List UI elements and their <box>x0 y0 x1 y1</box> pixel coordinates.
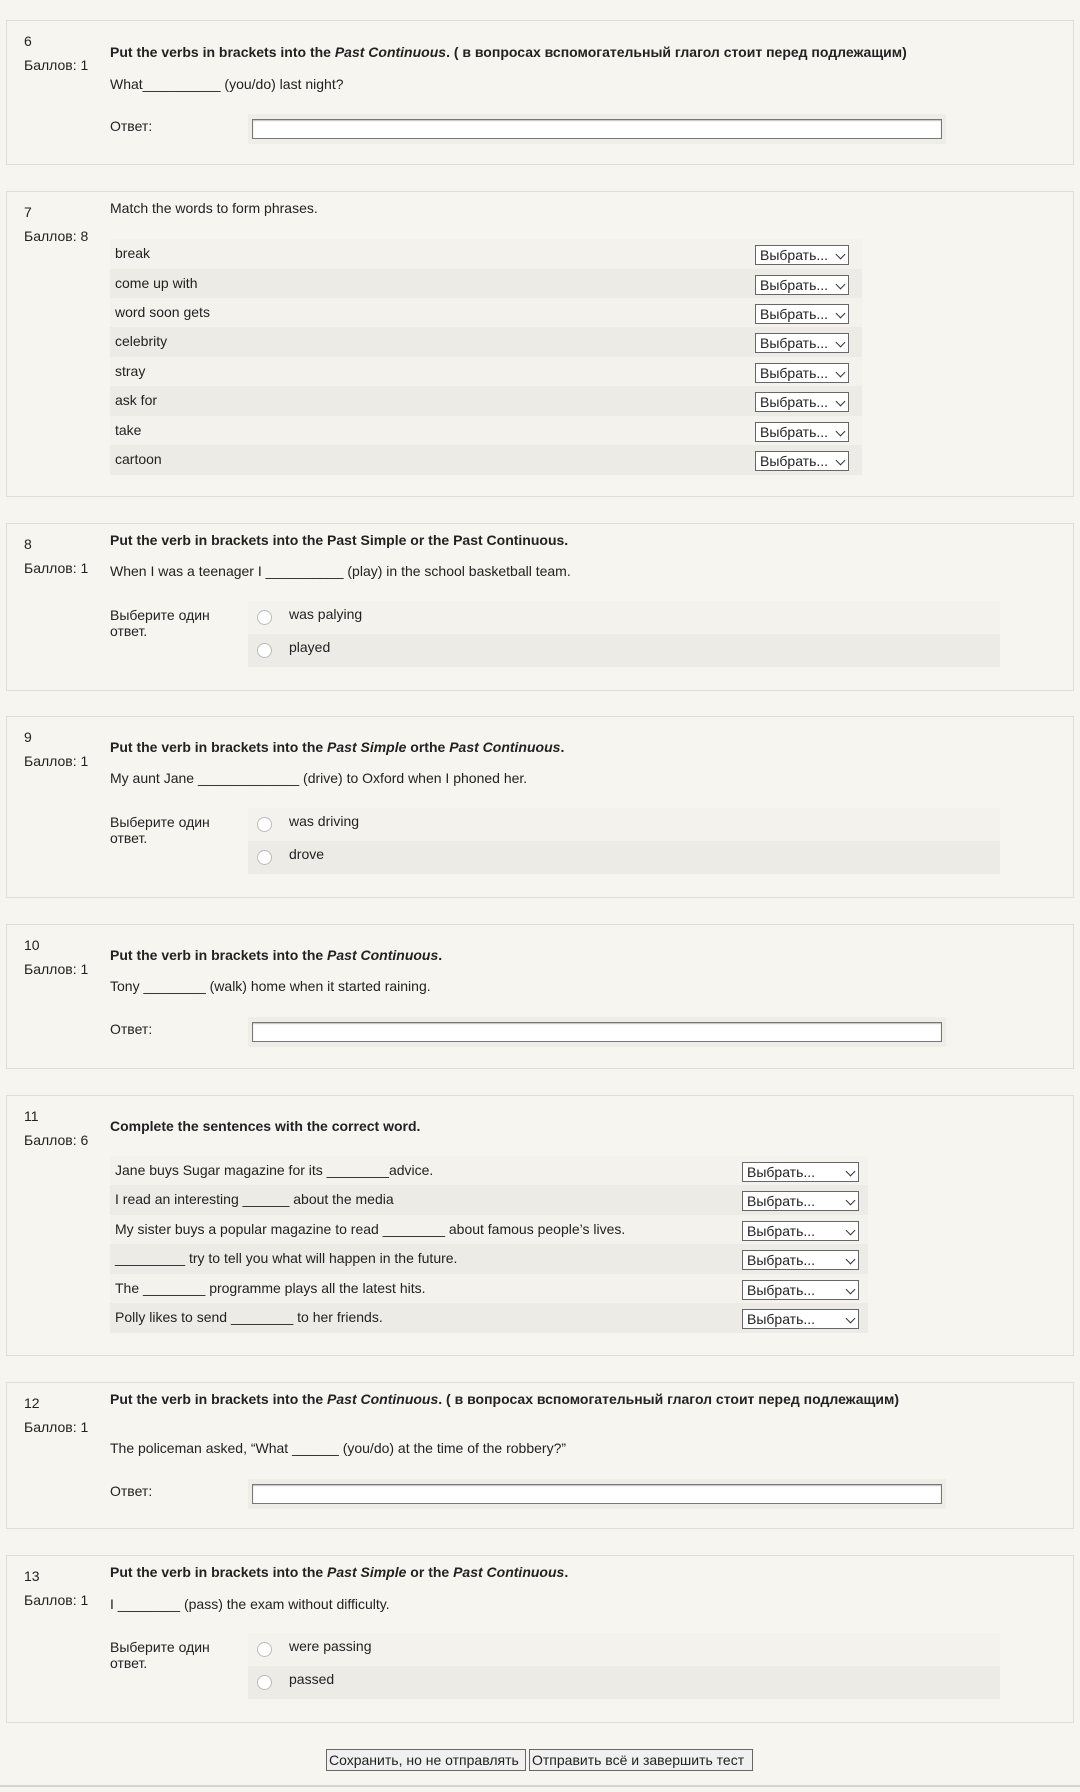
match-row <box>110 1185 868 1215</box>
match-label: take <box>115 422 142 438</box>
question-grade: Баллов: 8 <box>24 228 89 244</box>
radio-button[interactable] <box>257 1675 272 1690</box>
match-label: stray <box>115 363 146 379</box>
footer-divider <box>0 1785 1080 1787</box>
question-grade: Баллов: 6 <box>24 1132 89 1148</box>
question-title: Match the words to form phrases. <box>110 200 318 216</box>
match-select[interactable]: Выбрать... <box>742 1309 859 1329</box>
match-label: I read an interesting ______ about the media <box>115 1191 394 1207</box>
question-6 <box>6 20 1074 165</box>
match-row <box>110 1215 868 1245</box>
question-number: 9 <box>24 729 32 745</box>
question-title: Put the verb in brackets into the Past Continuous. ( в вопросах вспомогательный глагол стоит перед подлежащим) <box>110 1391 899 1407</box>
chevron-down-icon <box>846 1285 856 1295</box>
match-row <box>110 1274 868 1304</box>
answer-input[interactable] <box>252 119 942 139</box>
chevron-down-icon <box>836 280 846 290</box>
match-row <box>110 269 862 299</box>
match-row <box>110 298 862 328</box>
chevron-down-icon <box>836 309 846 319</box>
question-number: 11 <box>24 1108 39 1124</box>
match-row <box>110 327 862 357</box>
question-text: The policeman asked, “What ______ (you/do) at the time of the robbery?” <box>110 1440 567 1456</box>
match-select[interactable]: Выбрать... <box>755 451 849 471</box>
chevron-down-icon <box>836 250 846 260</box>
question-number: 7 <box>24 204 32 220</box>
option-row[interactable] <box>248 634 1000 667</box>
chevron-down-icon <box>846 1167 856 1177</box>
match-select[interactable]: Выбрать... <box>742 1162 859 1182</box>
question-9 <box>6 716 1074 898</box>
match-label: word soon gets <box>115 304 210 320</box>
match-select[interactable]: Выбрать... <box>755 245 849 265</box>
option-row[interactable] <box>248 601 1000 634</box>
option-row[interactable] <box>248 1666 1000 1699</box>
match-label: _________ try to tell you what will happen in the future. <box>115 1250 458 1266</box>
question-grade: Баллов: 1 <box>24 753 89 769</box>
question-number: 10 <box>24 937 40 953</box>
option-label: were passing <box>289 1638 372 1654</box>
question-number: 6 <box>24 33 32 49</box>
question-12 <box>6 1382 1074 1529</box>
choice-prompt: Выберите один ответ. <box>110 607 210 639</box>
choice-prompt: Выберите один ответ. <box>110 1639 210 1671</box>
chevron-down-icon <box>846 1314 856 1324</box>
match-label: ask for <box>115 392 158 408</box>
question-title: Put the verb in brackets into the Past Continuous. <box>110 947 443 963</box>
match-select[interactable]: Выбрать... <box>742 1191 859 1211</box>
match-select[interactable]: Выбрать... <box>742 1250 859 1270</box>
question-10 <box>6 924 1074 1069</box>
option-label: was palying <box>289 606 363 622</box>
question-title: Put the verb in brackets into the Past Simple or the Past Continuous. <box>110 532 569 548</box>
question-text: When I was a teenager I __________ (play) in the school basketball team. <box>110 563 571 579</box>
choice-prompt: Выберите один ответ. <box>110 814 210 846</box>
option-label: was driving <box>289 813 360 829</box>
answer-input[interactable] <box>252 1484 942 1504</box>
option-row[interactable] <box>248 841 1000 874</box>
submit-button[interactable]: Отправить всё и завершить тест <box>529 1749 753 1771</box>
match-label: cartoon <box>115 451 162 467</box>
question-grade: Баллов: 1 <box>24 560 89 576</box>
answer-label: Ответ: <box>110 1021 153 1037</box>
radio-button[interactable] <box>257 850 272 865</box>
option-label: played <box>289 639 331 655</box>
match-select[interactable]: Выбрать... <box>755 392 849 412</box>
match-select[interactable]: Выбрать... <box>755 422 849 442</box>
match-row <box>110 416 862 446</box>
match-row <box>110 1244 868 1274</box>
question-title: Put the verbs in brackets into the Past Continuous. ( в вопросах вспомогательный глагол стоит перед подлежащим) <box>110 44 907 60</box>
question-7 <box>6 191 1074 497</box>
radio-button[interactable] <box>257 610 272 625</box>
question-text: My aunt Jane _____________ (drive) to Oxford when I phoned her. <box>110 770 528 786</box>
match-label: celebrity <box>115 333 168 349</box>
option-row[interactable] <box>248 1633 1000 1666</box>
question-text: What__________ (you/do) last night? <box>110 76 344 92</box>
question-grade: Баллов: 1 <box>24 57 89 73</box>
radio-button[interactable] <box>257 817 272 832</box>
chevron-down-icon <box>846 1226 856 1236</box>
match-label: My sister buys a popular magazine to read ________ about famous people’s lives. <box>115 1221 626 1237</box>
chevron-down-icon <box>836 427 846 437</box>
question-grade: Баллов: 1 <box>24 1419 89 1435</box>
match-row <box>110 445 862 475</box>
match-label: Jane buys Sugar magazine for its ________advice. <box>115 1162 434 1178</box>
chevron-down-icon <box>846 1255 856 1265</box>
question-8 <box>6 523 1074 691</box>
match-label: The ________ programme plays all the latest hits. <box>115 1280 426 1296</box>
answer-label: Ответ: <box>110 118 153 134</box>
question-text: I ________ (pass) the exam without difficulty. <box>110 1596 390 1612</box>
match-select[interactable]: Выбрать... <box>755 363 849 383</box>
match-row <box>110 1156 868 1186</box>
match-select[interactable]: Выбрать... <box>742 1280 859 1300</box>
match-label: break <box>115 245 151 261</box>
match-row <box>110 386 862 416</box>
match-row <box>110 1303 868 1333</box>
question-number: 12 <box>24 1395 40 1411</box>
answer-label: Ответ: <box>110 1483 153 1499</box>
question-13 <box>6 1555 1074 1723</box>
chevron-down-icon <box>836 368 846 378</box>
match-select[interactable]: Выбрать... <box>755 333 849 353</box>
match-select[interactable]: Выбрать... <box>742 1221 859 1241</box>
match-label: come up with <box>115 275 198 291</box>
match-row <box>110 239 862 269</box>
match-select[interactable]: Выбрать... <box>755 275 849 295</box>
radio-button[interactable] <box>257 643 272 658</box>
question-number: 8 <box>24 536 32 552</box>
question-title: Put the verb in brackets into the Past Simple orthe Past Continuous. <box>110 739 565 755</box>
match-select[interactable]: Выбрать... <box>755 304 849 324</box>
answer-input[interactable] <box>252 1022 942 1042</box>
question-grade: Баллов: 1 <box>24 1592 89 1608</box>
question-title: Complete the sentences with the correct word. <box>110 1118 421 1134</box>
question-text: Tony ________ (walk) home when it started raining. <box>110 978 431 994</box>
question-number: 13 <box>24 1568 40 1584</box>
save-button[interactable]: Сохранить, но не отправлять <box>326 1749 526 1771</box>
radio-button[interactable] <box>257 1642 272 1657</box>
option-label: passed <box>289 1671 335 1687</box>
chevron-down-icon <box>836 456 846 466</box>
chevron-down-icon <box>836 397 846 407</box>
chevron-down-icon <box>846 1196 856 1206</box>
question-grade: Баллов: 1 <box>24 961 89 977</box>
question-11 <box>6 1095 1074 1356</box>
chevron-down-icon <box>836 338 846 348</box>
option-label: drove <box>289 846 325 862</box>
option-row[interactable] <box>248 808 1000 841</box>
match-label: Polly likes to send ________ to her friends. <box>115 1309 383 1325</box>
match-row <box>110 357 862 387</box>
question-title: Put the verb in brackets into the Past Simple or the Past Continuous. <box>110 1564 569 1580</box>
